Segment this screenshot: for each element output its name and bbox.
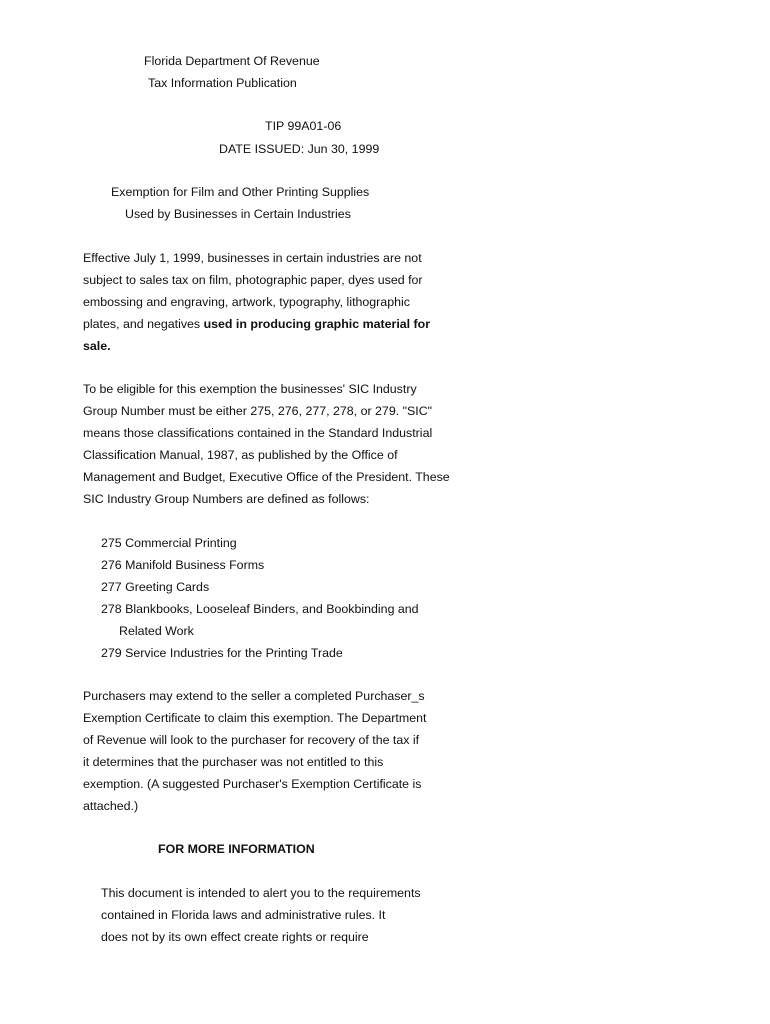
date-issued: DATE ISSUED: Jun 30, 1999 bbox=[219, 142, 380, 156]
para2-line-2: Group Number must be either 275, 276, 277, 278, or 279. "SIC" bbox=[83, 404, 433, 418]
sic-item-276: 276 Manifold Business Forms bbox=[101, 558, 265, 572]
more-info-heading: FOR MORE INFORMATION bbox=[158, 842, 315, 856]
para3-line-2: Exemption Certificate to claim this exemption. The Department bbox=[83, 711, 427, 725]
more-info-line-2: contained in Florida laws and administrative rules. It bbox=[101, 908, 386, 922]
para1-line-4-plain: plates, and negatives bbox=[83, 317, 204, 331]
para1-line-1: Effective July 1, 1999, businesses in certain industries are not bbox=[83, 251, 422, 265]
para2-line-4: Classification Manual, 1987, as published by the Office of bbox=[83, 448, 398, 462]
para3-line-4: it determines that the purchaser was not entitled to this bbox=[83, 755, 384, 769]
sic-item-278-continued: Related Work bbox=[119, 624, 194, 638]
document-title-line-1: Exemption for Film and Other Printing Supplies bbox=[111, 185, 370, 199]
para1-line-3: embossing and engraving, artwork, typography, lithographic bbox=[83, 295, 410, 309]
document-title-line-2: Used by Businesses in Certain Industries bbox=[125, 207, 351, 221]
more-info-line-1: This document is intended to alert you to the requirements bbox=[101, 886, 421, 900]
para3-line-5: exemption. (A suggested Purchaser's Exemption Certificate is bbox=[83, 777, 422, 791]
sic-item-277: 277 Greeting Cards bbox=[101, 580, 210, 594]
para2-line-1: To be eligible for this exemption the businesses' SIC Industry bbox=[83, 382, 417, 396]
tip-number: TIP 99A01-06 bbox=[265, 119, 342, 133]
para2-line-6: SIC Industry Group Numbers are defined as follows: bbox=[83, 492, 370, 506]
para3-line-1: Purchasers may extend to the seller a completed Purchaser_s bbox=[83, 689, 425, 703]
sic-item-279: 279 Service Industries for the Printing Trade bbox=[101, 646, 343, 660]
para1-line-4 bbox=[83, 316, 430, 332]
publication-type: Tax Information Publication bbox=[148, 76, 297, 90]
sic-item-275: 275 Commercial Printing bbox=[101, 536, 237, 550]
para3-line-6: attached.) bbox=[83, 799, 139, 813]
para1-line-2: subject to sales tax on film, photographic paper, dyes used for bbox=[83, 273, 423, 287]
para2-line-5: Management and Budget, Executive Office of the President. These bbox=[83, 470, 450, 484]
para2-line-3: means those classifications contained in the Standard Industrial bbox=[83, 426, 433, 440]
para1-line-4-bold: used in producing graphic material for bbox=[203, 317, 431, 331]
sic-item-278: 278 Blankbooks, Looseleaf Binders, and Bookbinding and bbox=[101, 602, 419, 616]
agency-name: Florida Department Of Revenue bbox=[144, 54, 320, 68]
para1-line-5: sale. bbox=[83, 339, 111, 353]
more-info-line-3: does not by its own effect create rights or require bbox=[101, 930, 369, 944]
para3-line-3: of Revenue will look to the purchaser for recovery of the tax if bbox=[83, 733, 420, 747]
